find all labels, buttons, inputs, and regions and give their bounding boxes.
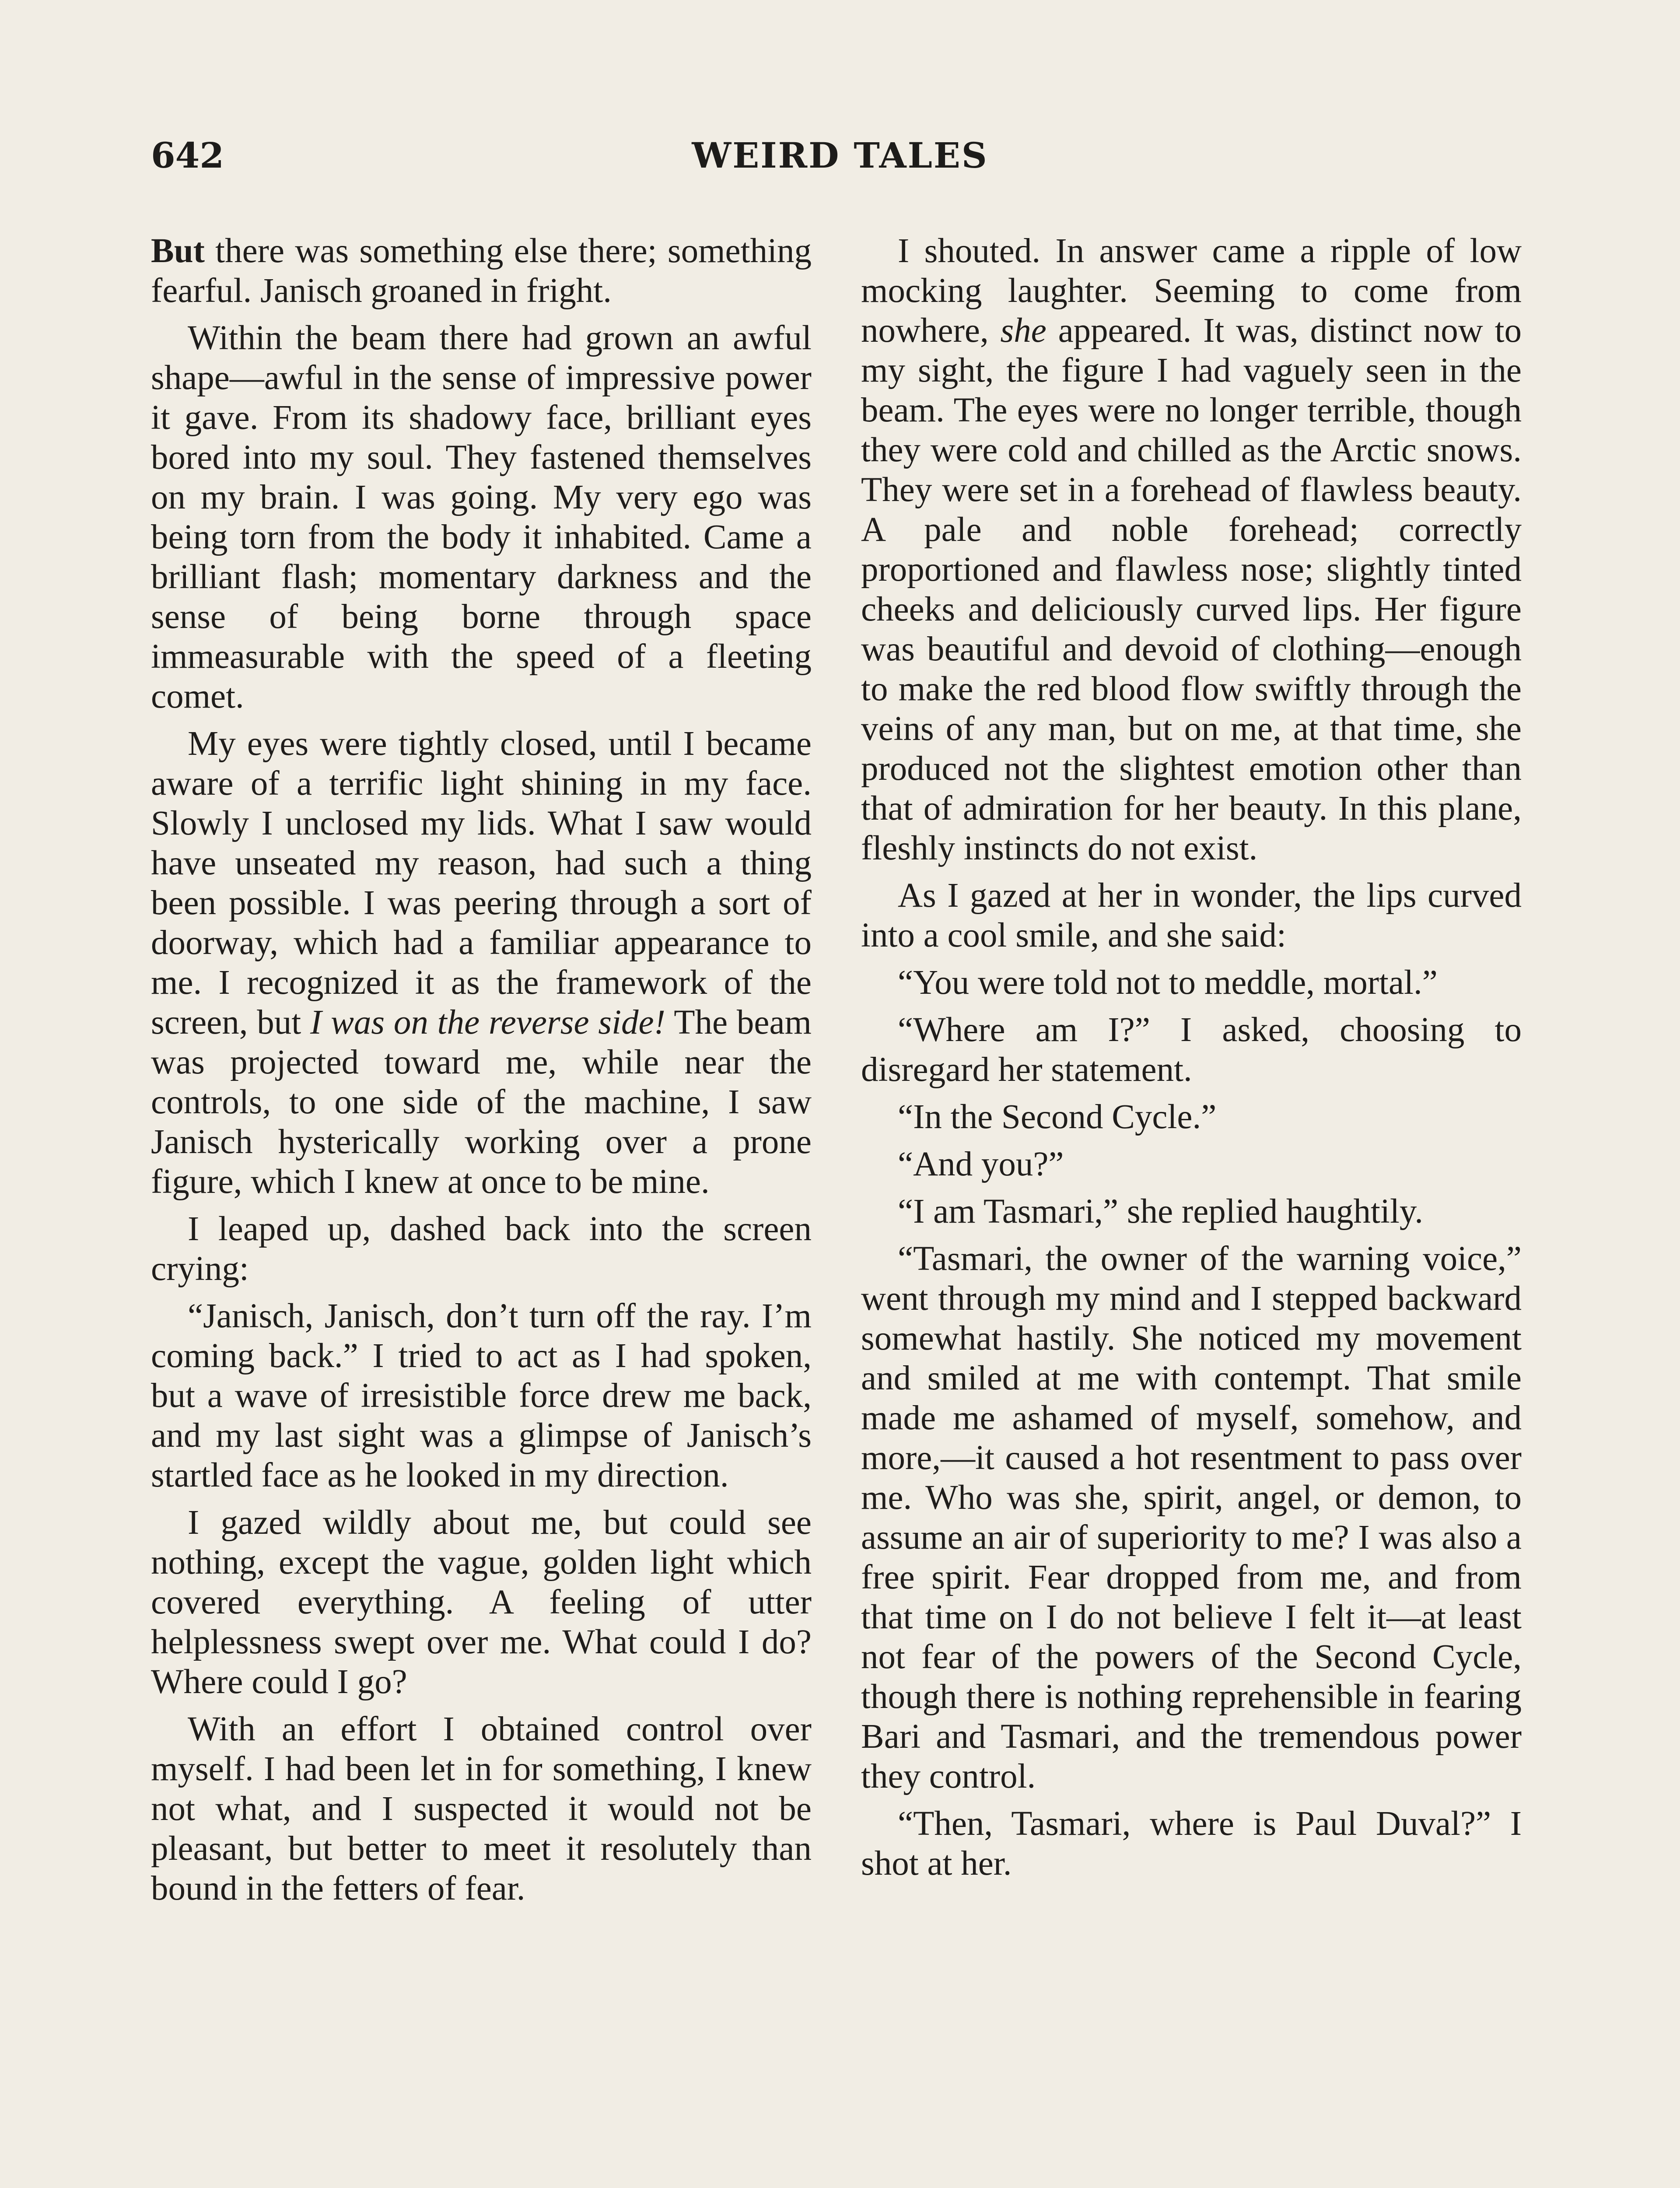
left-paragraph-3-emphasis: I was on the reverse side!: [310, 1003, 665, 1041]
right-paragraph-8: “Tasmari, the owner of the warning voice,” went through my mind and I stepped backward somewhat hastily. She noticed my movement and smiled at me with contempt. That smile made me ashamed of myself, somehow, and more,—it caused a hot resentment to pass over me. Who was she, spirit, angel, or demon, to assume an air of superiority to me? I was also a free spirit. Fear dropped from me, and from that time on I do not believe I felt it—at least not fear of the powers of the Second Cycle, though there is nothing reprehensible in fearing Bari and Tasmari, and the tremendous power they control.: [861, 1240, 1522, 1795]
right-paragraph-4: “Where am I?” I asked, choosing to disregard her statement.: [861, 1011, 1522, 1089]
left-paragraph-2: Within the beam there had grown an awful shape—awful in the sense of impressive power it gave. From its shadowy face, brilliant eyes bored into my soul. They fastened themselves on my brain. I was going. My very ego was being torn from the body it inhabited. Came a brilliant flash; momentary darkness and the sense of being borne through space immeasurable with the speed of a fleeting comet.: [151, 319, 812, 715]
left-paragraph-1-text: there was something else there; something fearful. Janisch groaned in fright.: [151, 232, 812, 310]
right-paragraph-6: “And you?”: [898, 1145, 1064, 1183]
left-paragraph-3-text-a: My eyes were tightly closed, until I became aware of a terrific light shining in my face. Slowly I unclosed my lids. What I saw would have unseated my reason, had such a thing been possible. I was peering through a sort of doorway, which had a familiar appearance to me. I recognized it as the framework of the screen, but: [151, 725, 812, 1041]
left-paragraph-1-lead: But: [151, 232, 205, 270]
left-paragraph-3-text-b: The beam was projected toward me, while near the controls, to one side of the machine, I saw Janisch hysterically working over a prone figure, which I knew at once to be mine.: [151, 1003, 812, 1201]
right-paragraph-1-text-b: appeared. It was, distinct now to my sight, the figure I had vaguely seen in the beam. The eyes were no longer terrible, though they were cold and chilled as the Arctic snows. They were set in a forehead of flawless beauty. A pale and noble forehead; correctly proportioned and flawless nose; slightly tinted cheeks and deliciously curved lips. Her figure was beautiful and devoid of clothing—enough to make the red blood flow swiftly through the veins of any man, but on me, at that time, she produced not the slightest emotion other than that of admiration for her beauty. In this plane, fleshly instincts do not exist.: [861, 312, 1522, 867]
right-column: [861, 231, 1522, 1891]
right-paragraph-5: “In the Second Cycle.”: [898, 1098, 1217, 1136]
left-paragraph-5: “Janisch, Janisch, don’t turn off the ray. I’m coming back.” I tried to act as I had spoken, but a wave of irresistible force drew me back, and my last sight was a glimpse of Janisch’s startled face as he looked in my direction.: [151, 1297, 812, 1494]
page-number: 642: [151, 135, 224, 176]
right-paragraph-1-emphasis: she: [1000, 312, 1046, 350]
magazine-title: WEIRD TALES: [692, 135, 988, 176]
right-paragraph-1: [861, 231, 1522, 868]
left-paragraph-3: [151, 724, 812, 1202]
left-paragraph-6: I gazed wildly about me, but could see nothing, except the vague, golden light which covered everything. A feeling of utter helplessness swept over me. What could I do? Where could I go?: [151, 1504, 812, 1701]
right-paragraph-1-text-a: I shouted. In answer came a ripple of low mocking laughter. Seeming to come from nowhere,: [861, 232, 1522, 350]
right-paragraph-3: “You were told not to meddle, mortal.”: [898, 964, 1438, 1002]
left-paragraph-4: I leaped up, dashed back into the screen crying:: [151, 1210, 812, 1288]
right-paragraph-9: “Then, Tasmari, where is Paul Duval?” I shot at her.: [861, 1805, 1522, 1883]
left-paragraph-7: With an effort I obtained control over myself. I had been let in for something, I knew not what, and I suspected it would not be pleasant, but better to meet it resolutely than bound in the fetters of fear.: [151, 1710, 812, 1907]
right-paragraph-7: “I am Tasmari,” she replied haughtily.: [898, 1192, 1424, 1231]
page-header: [151, 131, 1529, 179]
right-paragraph-2: As I gazed at her in wonder, the lips curved into a cool smile, and she said:: [861, 877, 1522, 954]
left-paragraph-1: [151, 231, 812, 311]
left-column: [151, 231, 812, 1916]
